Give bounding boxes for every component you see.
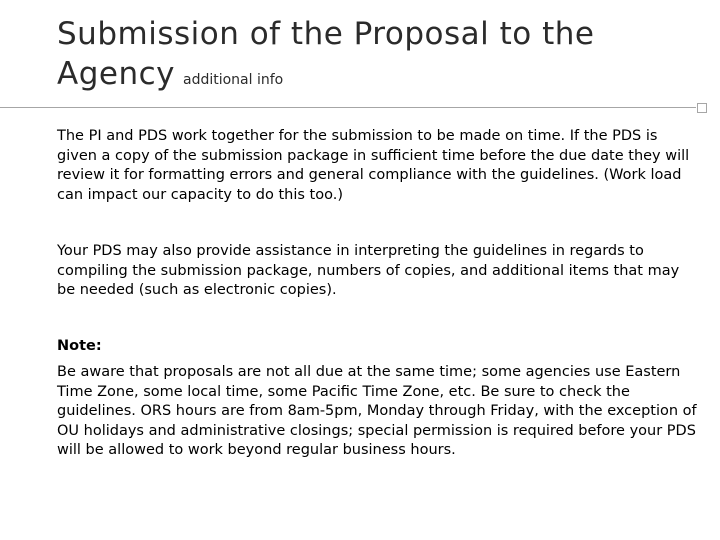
paragraph-assistance: Your PDS may also provide assistance in interpreting the guidelines in regards to compiling the submission package, numbers of copies, and additional items that may be needed (such as electronic copies).	[57, 243, 680, 298]
note-text: Be aware that proposals are not all due at the same time; some agencies use Eastern Time Zone, some local time, some Pacific Time Zone, etc. Be sure to check the guidelines. ORS hours are from 8am-5pm, Monday through Friday, with the exception of OU holidays and administrative closings; special permission is required before your PDS will be allowed to work beyond regular business hours.	[57, 364, 697, 458]
divider-square-icon	[697, 103, 707, 113]
title-divider-line	[0, 107, 696, 108]
slide-title-sub: additional info	[183, 72, 284, 88]
slide-title	[57, 14, 697, 100]
slide-title-main: Submission of the Proposal to the Agency	[57, 16, 595, 92]
paragraph-submission: The PI and PDS work together for the submission to be made on time. If the PDS is given a copy of the submission package in sufficient time before the due date they will review it for formatting errors and general compliance with the guidelines. (Work load can impact our capacity to do this too.)	[57, 128, 690, 203]
slide-body	[57, 127, 697, 461]
note-label: Note:	[57, 337, 102, 354]
